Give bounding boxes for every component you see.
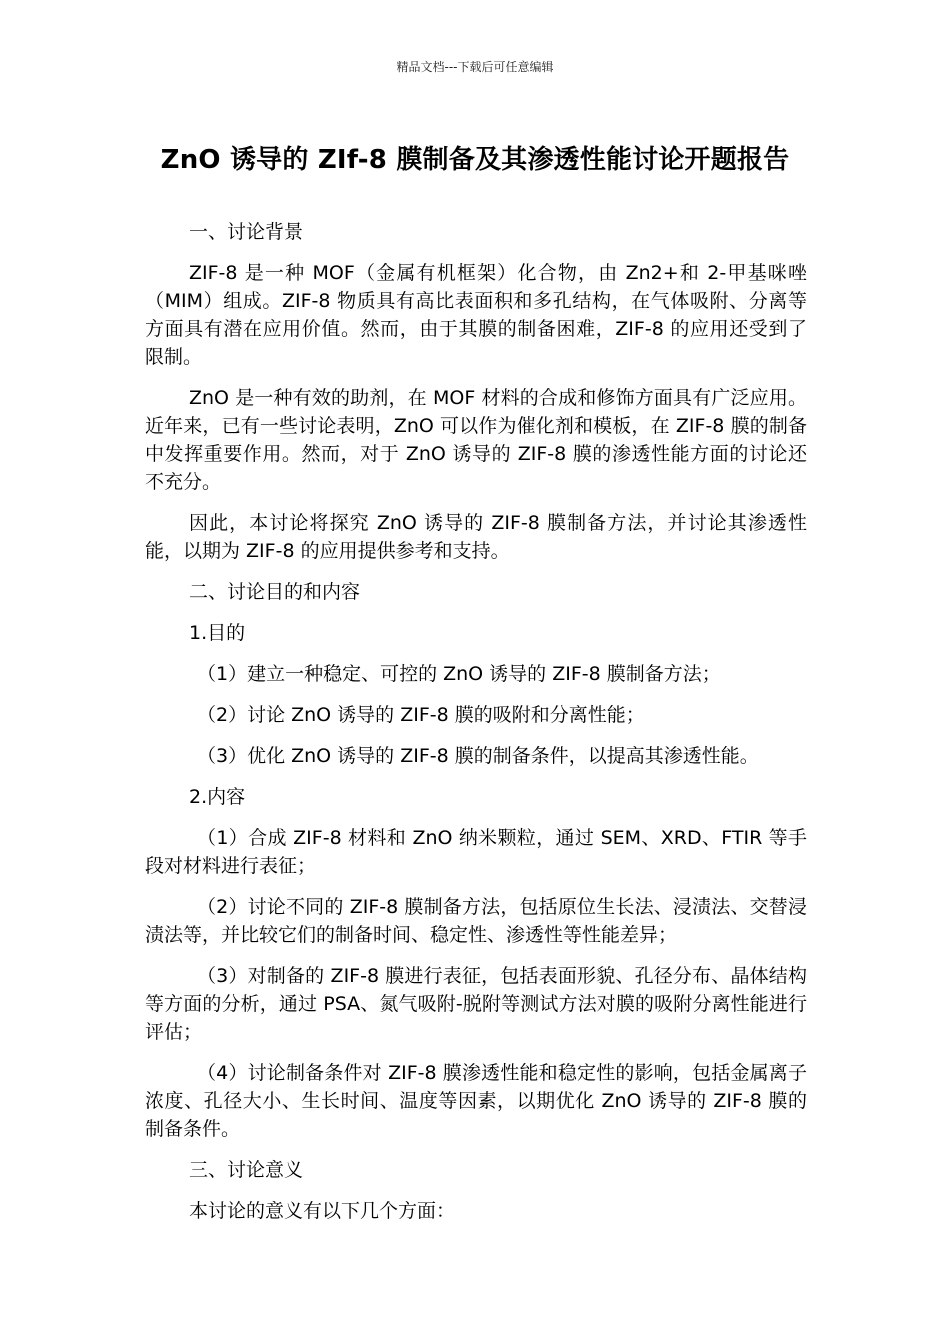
header-note: 精品文档---下载后可任意编辑 <box>396 60 554 74</box>
paragraph-research-aim: 因此，本讨论将探究 ZnO 诱导的 ZIF-8 膜制备方法，并讨论其渗透性能，以期为 ZIF-8 的应用提供参考和支持。 <box>145 512 807 562</box>
objective-item-3: （3）优化 ZnO 诱导的 ZIF-8 膜的制备条件，以提高其渗透性能。 <box>197 745 759 767</box>
document-body <box>145 218 807 1238</box>
subheading-objectives: 1.目的 <box>189 622 246 644</box>
document-title: ZnO 诱导的 ZIf-8 膜制备及其渗透性能讨论开题报告 <box>160 145 790 175</box>
paragraph-zno-role: ZnO 是一种有效的助剂，在 MOF 材料的合成和修饰方面具有广泛应用。近年来，已有一些讨论表明，ZnO 可以作为催化剂和模板，在 ZIF-8 膜的制备中发挥重要作用。然而，对于 ZnO 诱导的 ZIF-8 膜的渗透性能方面的讨论还不充分。 <box>145 387 807 493</box>
content-item-3: （3）对制备的 ZIF-8 膜进行表征，包括表面形貌、孔径分布、晶体结构等方面的分析，通过 PSA、氮气吸附-脱附等测试方法对膜的吸附分离性能进行评估； <box>145 965 807 1043</box>
section-heading-significance: 三、讨论意义 <box>189 1159 304 1181</box>
objective-item-2: （2）讨论 ZnO 诱导的 ZIF-8 膜的吸附和分离性能； <box>197 704 645 726</box>
content-item-1: （1）合成 ZIF-8 材料和 ZnO 纳米颗粒，通过 SEM、XRD、FTIR 等手段对材料进行表征； <box>145 827 807 877</box>
paragraph-significance-intro: 本讨论的意义有以下几个方面： <box>189 1200 456 1222</box>
content-item-2: （2）讨论不同的 ZIF-8 膜制备方法，包括原位生长法、浸渍法、交替浸渍法等，并比较它们的制备时间、稳定性、渗透性等性能差异； <box>145 896 807 946</box>
subheading-content: 2.内容 <box>189 786 246 808</box>
content-item-4: （4）讨论制备条件对 ZIF-8 膜渗透性能和稳定性的影响，包括金属离子浓度、孔径大小、生长时间、温度等因素，以期优化 ZnO 诱导的 ZIF-8 膜的制备条件。 <box>145 1062 807 1140</box>
paragraph-zif8-intro: ZIF-8 是一种 MOF（金属有机框架）化合物，由 Zn2+和 2-甲基咪唑（MIM）组成。ZIF-8 物质具有高比表面积和多孔结构，在气体吸附、分离等方面具有潜在应用价值。然而，由于其膜的制备困难，ZIF-8 的应用还受到了限制。 <box>145 262 807 368</box>
objective-item-1: （1）建立一种稳定、可控的 ZnO 诱导的 ZIF-8 膜制备方法； <box>197 663 721 685</box>
section-heading-background: 一、讨论背景 <box>189 221 304 243</box>
section-heading-objectives-content: 二、讨论目的和内容 <box>189 581 361 603</box>
